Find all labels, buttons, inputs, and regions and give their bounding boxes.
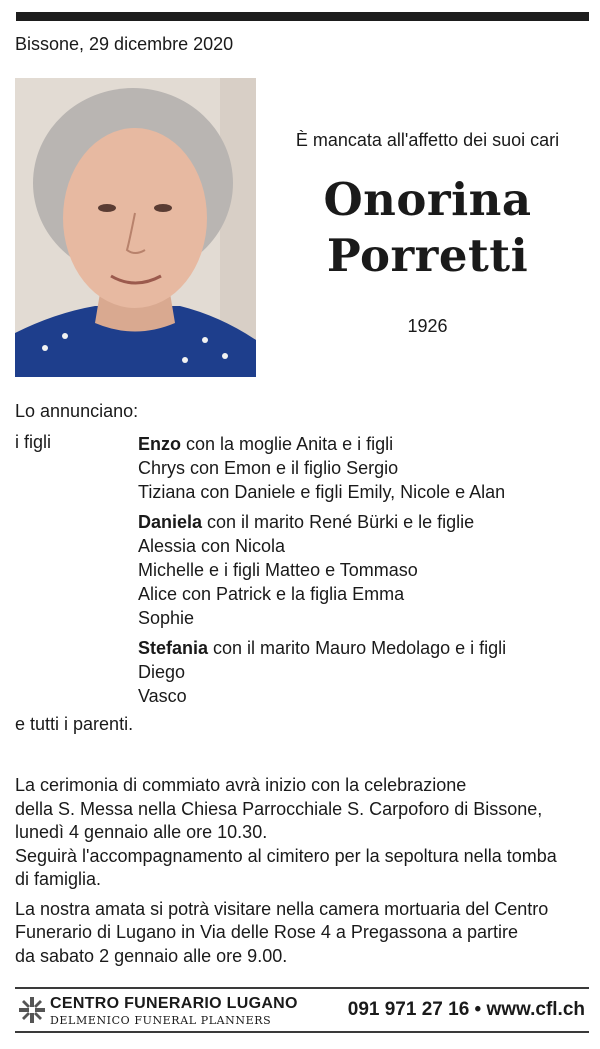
- group-lead-line: [138, 432, 588, 456]
- family-group-daniela: [138, 510, 588, 630]
- family-line: Tiziana con Daniele e figli Emily, Nicole e Alan: [138, 482, 506, 502]
- family-list: [138, 432, 588, 714]
- ceremony-line: lunedì 4 gennaio alle ore 10.30.: [15, 822, 268, 842]
- lead-rest: con il marito Mauro Medolago e i figli: [208, 638, 507, 658]
- visit-line: da sabato 2 gennaio alle ore 9.00.: [15, 945, 288, 966]
- family-line: Vasco: [138, 686, 187, 706]
- funeral-center-logo-icon: [19, 997, 45, 1023]
- family-group-stefania: [138, 636, 588, 708]
- family-group-enzo: [138, 432, 588, 504]
- group-lead-line: [138, 510, 588, 534]
- birth-year: 1926: [407, 316, 448, 336]
- lead-rest: con il marito René Bürki e le figlie: [202, 512, 475, 532]
- group-lead-line: [138, 636, 588, 660]
- place-date: Bissone, 29 dicembre 2020: [15, 34, 234, 54]
- family-line: Sophie: [138, 608, 195, 628]
- ceremony-line: La cerimonia di commiato avrà inizio con la celebrazione: [15, 775, 467, 795]
- portrait-photo: [15, 78, 256, 377]
- footer-banner: [15, 987, 589, 1033]
- brand-name: CENTRO FUNERARIO LUGANO: [50, 995, 298, 1012]
- contact-info: 091 971 27 16 • www.cfl.ch: [347, 999, 585, 1020]
- last-name: Porretti: [326, 229, 529, 282]
- top-rule: [16, 12, 589, 21]
- visit-line: La nostra amata si potrà visitare nella camera mortuaria del Centro: [15, 898, 549, 919]
- announce-label: Lo annunciano:: [15, 401, 139, 421]
- family-line: Diego: [138, 662, 186, 682]
- brand-subtitle: DELMENICO FUNERAL PLANNERS: [50, 1014, 272, 1027]
- lead-name: Daniela: [138, 512, 203, 532]
- family-line: Alice con Patrick e la figlia Emma: [138, 584, 405, 604]
- lead-name: Stefania: [138, 638, 209, 658]
- ceremony-info: [15, 774, 590, 974]
- deceased-name: [265, 172, 590, 284]
- ceremony-line: della S. Messa nella Chiesa Parrocchiale S. Carpoforo di Bissone,: [15, 798, 543, 819]
- lead-rest: con la moglie Anita e i figli: [181, 434, 394, 454]
- ceremony-paragraph: [15, 774, 590, 892]
- family-line: Alessia con Nicola: [138, 536, 286, 556]
- visit-line: Funerario di Lugano in Via delle Rose 4 a Pregassona a partire: [15, 922, 518, 942]
- family-line: Chrys con Emon e il figlio Sergio: [138, 458, 399, 478]
- ceremony-line: di famiglia.: [15, 869, 102, 889]
- first-name: Onorina: [323, 173, 532, 226]
- visit-paragraph: [15, 898, 590, 969]
- other-relatives: e tutti i parenti.: [15, 714, 134, 734]
- lead-name: Enzo: [138, 434, 181, 454]
- relation-label: i figli: [15, 432, 52, 452]
- ceremony-line: Seguirà l'accompagnamento al cimitero per la sepoltura nella tomba: [15, 845, 557, 866]
- intro-text: È mancata all'affetto dei suoi cari: [295, 130, 560, 150]
- family-line: Michelle e i figli Matteo e Tommaso: [138, 560, 418, 580]
